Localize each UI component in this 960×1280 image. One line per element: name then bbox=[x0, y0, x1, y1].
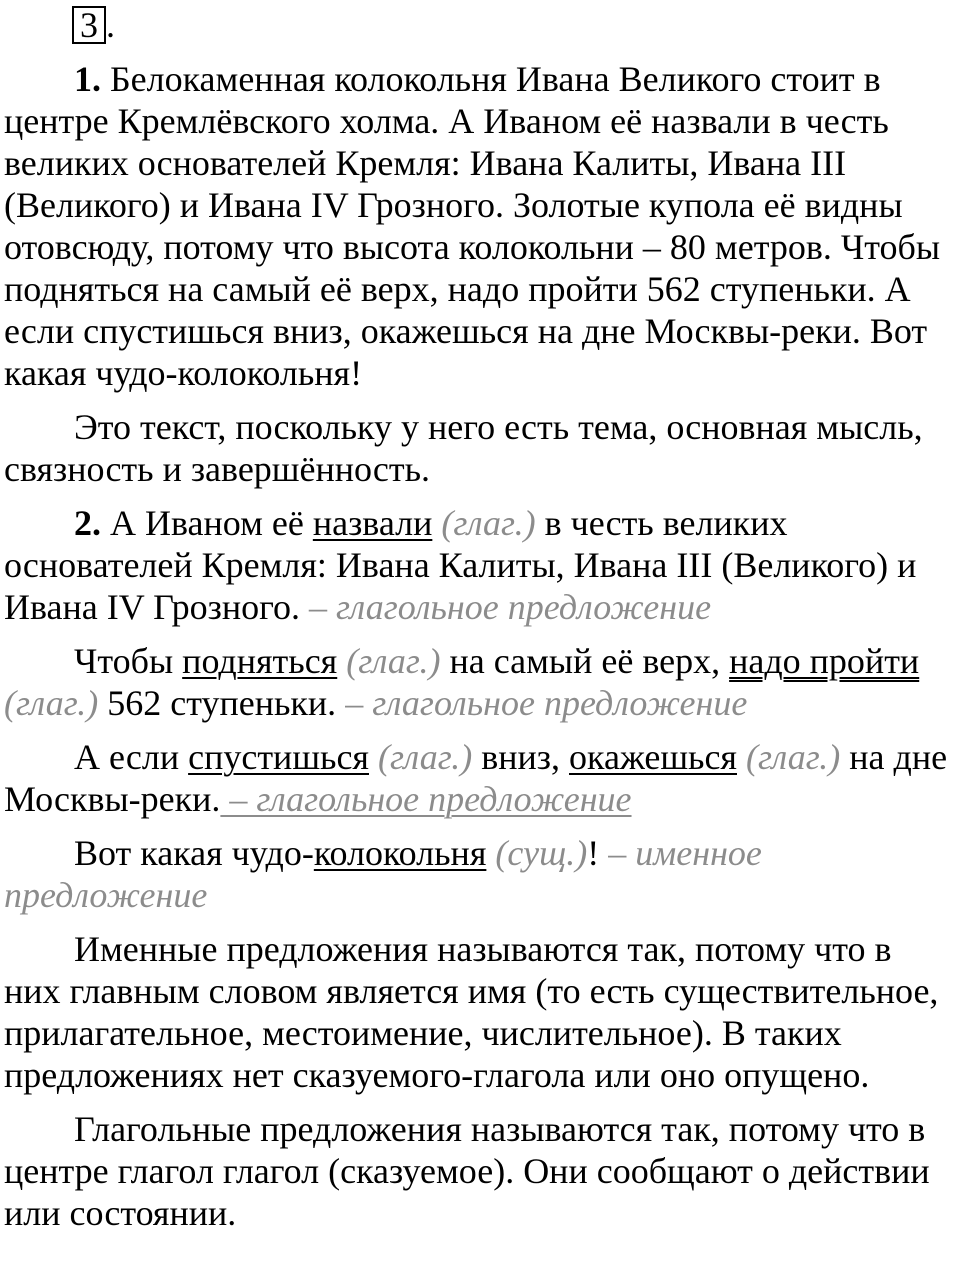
part1-paragraph bbox=[4, 58, 956, 394]
task-header bbox=[72, 6, 115, 44]
sentence-3-note-2: (глаг.) bbox=[737, 737, 841, 777]
sentence-2 bbox=[4, 640, 956, 724]
sentence-3-verb-1: спустишься bbox=[188, 737, 369, 777]
sentence-4 bbox=[4, 832, 956, 916]
sentence-1 bbox=[4, 502, 956, 628]
sentence-1-verb: назвали bbox=[312, 503, 433, 543]
sentence-3-verb-2: окажешься bbox=[569, 737, 737, 777]
task-number-box: 3 bbox=[72, 6, 106, 44]
part1-number: 1. bbox=[74, 59, 101, 99]
sentence-3-end: на дне Москвы-реки. bbox=[4, 737, 948, 819]
sentence-4-noun: колокольня bbox=[313, 833, 487, 873]
sentence-4-end: ! bbox=[587, 833, 600, 873]
sentence-4-type: – именное предложение bbox=[4, 833, 762, 915]
sentence-3 bbox=[4, 736, 956, 820]
sentence-1-start: А Иваном её bbox=[101, 503, 313, 543]
sentence-2-verb-2: надо пройти bbox=[729, 641, 920, 681]
sentence-1-note: (глаг.) bbox=[432, 503, 536, 543]
sentence-2-note-2: (глаг.) bbox=[4, 683, 99, 723]
task-number-dot: . bbox=[106, 5, 115, 45]
part2-number: 2. bbox=[74, 503, 101, 543]
sentence-3-middle: вниз, bbox=[472, 737, 570, 777]
nominal-explanation: Именные предложения называются так, потому что в них главным словом является имя (то есть существительное, прилагательное, местоимение, числительное). В таких предложениях нет сказуемого-глагола или оно опущено. bbox=[4, 929, 939, 1095]
verbal-explanation: Глагольные предложения называются так, потому что в центре глагол глагол (сказуемое). Они сообщают о действии или состоянии. bbox=[4, 1109, 930, 1233]
sentence-1-end: в честь великих основателей Кремля: Ивана Калиты, Ивана III (Великого) и Ивана IV Грозного. bbox=[4, 503, 917, 627]
sentence-3-type: – глагольное предложение bbox=[220, 779, 632, 819]
part1-text: Белокаменная колокольня Ивана Великого стоит в центре Кремлёвского холма. А Иваном её назвали в честь великих основателей Кремля: Ивана Калиты, Ивана III (Великого) и Ивана IV Грозного. Золотые купола её видны отовсюду, потому что высота колокольни – 80 метров. Чтобы подняться на самый её верх, надо пройти 562 ступеньки. А если спустишься вниз, окажешься на дне Москвы-реки. Вот какая чудо-колокольня! bbox=[4, 59, 941, 393]
sentence-1-type: – глагольное предложение bbox=[299, 587, 712, 627]
sentence-4-note: (сущ.) bbox=[486, 833, 588, 873]
sentence-2-start: Чтобы bbox=[74, 641, 183, 681]
sentence-2-end: 562 ступеньки. bbox=[98, 683, 337, 723]
sentence-2-note-1: (глаг.) bbox=[337, 641, 441, 681]
sentence-2-type: – глагольное предложение bbox=[336, 683, 748, 723]
sentence-2-middle: на самый её верх, bbox=[440, 641, 730, 681]
sentence-2-verb-1: подняться bbox=[182, 641, 338, 681]
sentence-4-start: Вот какая чудо- bbox=[74, 833, 314, 873]
document-body bbox=[4, 58, 956, 1246]
sentence-3-note-1: (глаг.) bbox=[369, 737, 473, 777]
sentence-3-start: А если bbox=[74, 737, 189, 777]
part1-conclusion: Это текст, поскольку у него есть тема, основная мысль, связность и завершённость. bbox=[4, 407, 923, 489]
